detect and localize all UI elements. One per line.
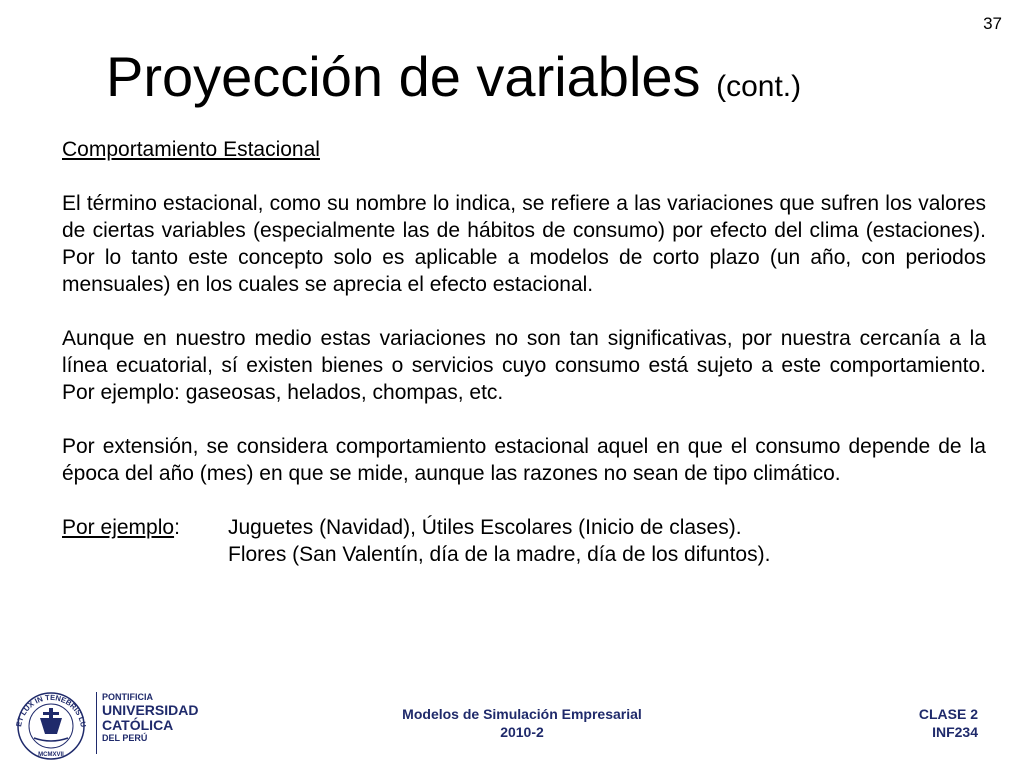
course-code: INF234 xyxy=(932,724,978,740)
university-logo xyxy=(10,686,200,762)
example-label: Por ejemplo: xyxy=(62,516,180,539)
university-seal-icon xyxy=(10,686,96,762)
example-item: Juguetes (Navidad), Útiles Escolares (Inicio de clases). xyxy=(228,516,742,539)
svg-text:ET LUX IN TENEBRIS LUCET: ET LUX IN TENEBRIS LU xyxy=(14,692,88,728)
logo-wordmark: PONTIFICIA UNIVERSIDAD CATÓLICA DEL PERÚ xyxy=(102,692,199,743)
slide-title xyxy=(106,46,801,108)
slide-title-suffix: (cont.) xyxy=(716,70,802,103)
paragraph-definition: El término estacional, como su nombre lo indica, se refiere a las variaciones que sufren los valores de ciertas variables (especialmente las de hábitos de consumo) por efecto del clima (estaciones). Por lo tanto este concepto solo es aplicable a modelos de corto plazo (un año, con periodos mensuales) en los cuales se aprecia el efecto estacional. xyxy=(62,192,986,296)
class-number: CLASE 2 xyxy=(918,706,978,722)
paragraph-local-context: Aunque en nuestro medio estas variaciones no son tan significativas, por nuestra cercanía a la línea ecuatorial, sí existen bienes o servicios cuyo consumo está sujeto a este comportamiento. Por ejemplo: gaseosas, helados, chompas, etc. xyxy=(62,327,986,404)
example-item: Flores (San Valentín, día de la madre, día de los difuntos). xyxy=(228,543,771,566)
slide-body xyxy=(62,136,986,568)
slide-number: 37 xyxy=(983,14,1002,33)
footer-course xyxy=(300,705,744,741)
course-name: Modelos de Simulación Empresarial xyxy=(402,706,642,722)
paragraph-extension: Por extensión, se considera comportamiento estacional aquel en que el consumo depende de la época del año (mes) en que se mide, aunque las razones no sean de tipo climático. xyxy=(62,435,986,485)
svg-text:MCMXVII: MCMXVII xyxy=(38,752,64,758)
section-heading: Comportamiento Estacional xyxy=(62,138,320,161)
course-term: 2010-2 xyxy=(500,724,544,740)
slide-title-text: Proyección de variables xyxy=(106,45,701,108)
footer-class xyxy=(919,705,978,741)
example-row-1 xyxy=(62,514,986,541)
example-row-2 xyxy=(62,541,986,568)
